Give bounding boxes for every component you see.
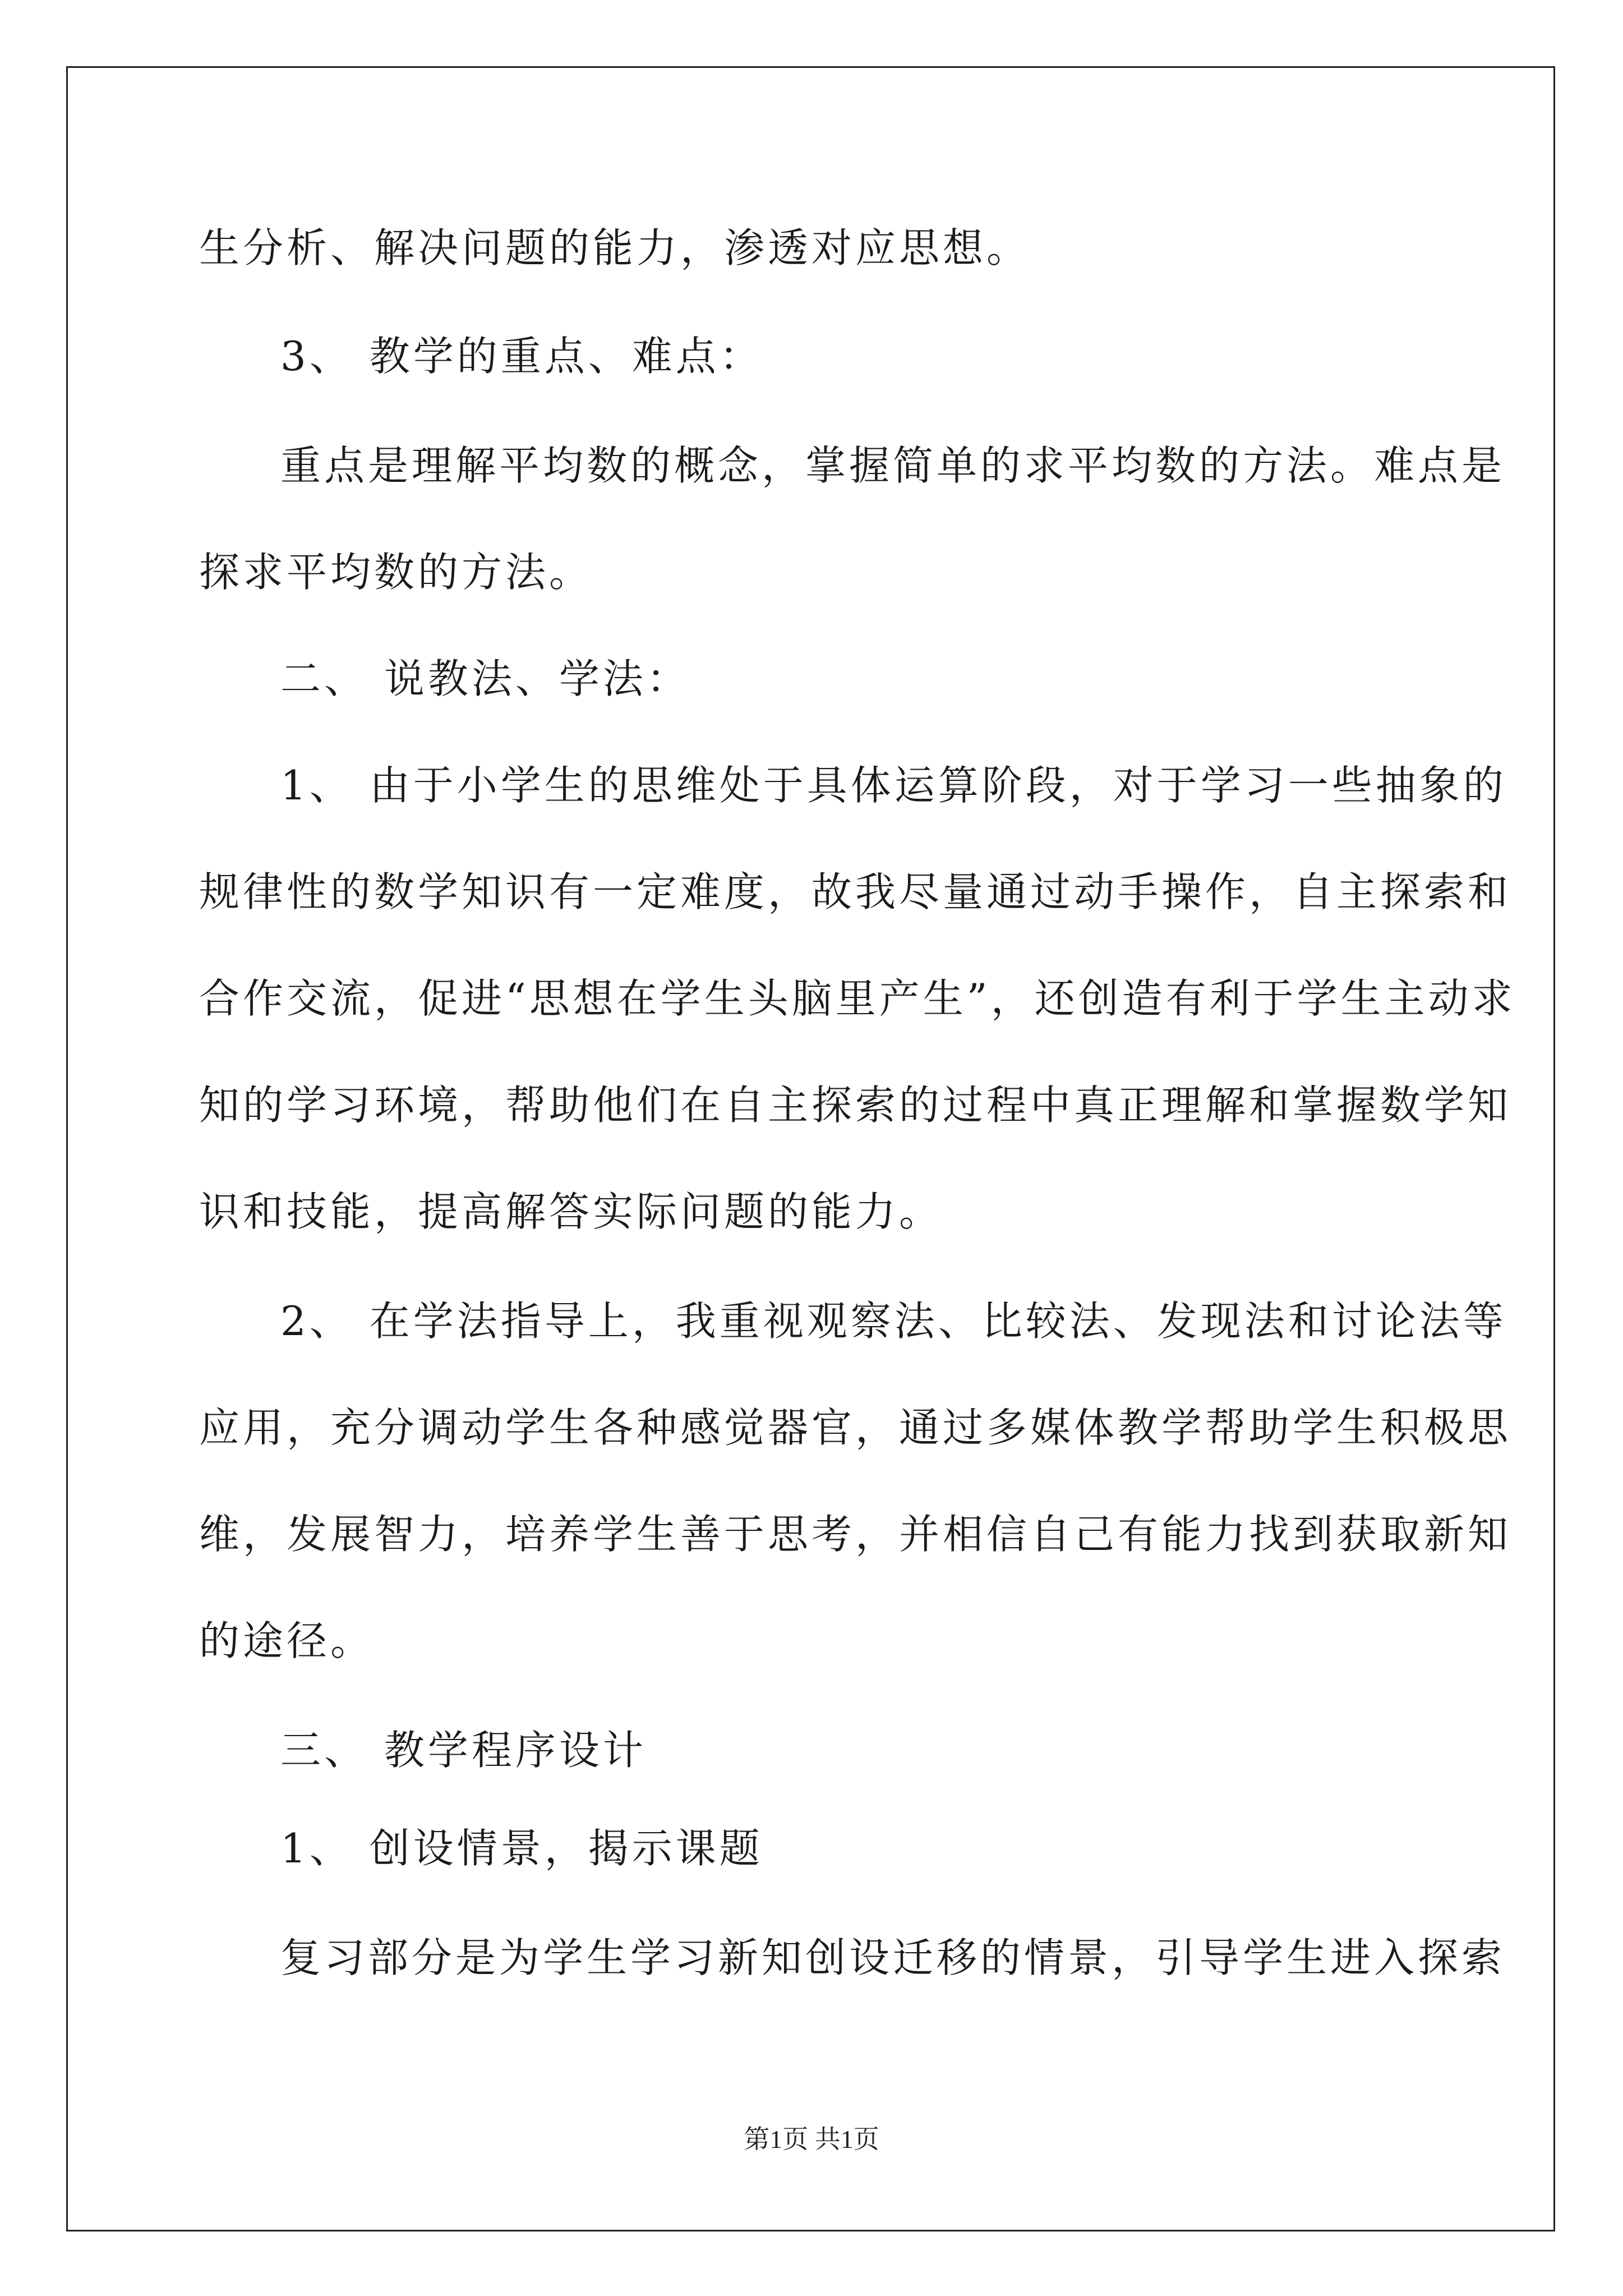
text-line-8: 合作交流，促进“思想在学生头脑里产生”，还创造有利于学生主动求 bbox=[199, 975, 1516, 1022]
text-line-13: 维，发展智力，培养学生善于思考，并相信自己有能力找到获取新知 bbox=[199, 1511, 1512, 1558]
text-line-5: 二、 说教法、学法： bbox=[280, 655, 690, 702]
text-line-11: 2、 在学法指导上，我重视观察法、比较法、发现法和讨论法等 bbox=[280, 1297, 1507, 1345]
text-line-10: 识和技能，提高解答实际问题的能力。 bbox=[199, 1188, 943, 1235]
text-line-2: 3、 教学的重点、难点： bbox=[280, 333, 763, 380]
page-border bbox=[66, 66, 1555, 2231]
text-line-15: 三、 教学程序设计 bbox=[280, 1727, 647, 1774]
text-line-4: 探求平均数的方法。 bbox=[199, 549, 593, 596]
text-line-9: 知的学习环境，帮助他们在自主探索的过程中真正理解和掌握数学知 bbox=[199, 1082, 1512, 1129]
text-line-7: 规律性的数学知识有一定难度，故我尽量通过动手操作，自主探索和 bbox=[199, 868, 1512, 915]
text-line-1: 生分析、解决问题的能力，渗透对应思想。 bbox=[199, 224, 1031, 272]
text-line-12: 应用，充分调动学生各种感觉器官，通过多媒体教学帮助学生积极思 bbox=[199, 1404, 1512, 1451]
text-line-6: 1、 由于小学生的思维处于具体运算阶段，对于学习一些抽象的 bbox=[280, 762, 1507, 809]
text-line-16: 1、 创设情景，揭示课题 bbox=[280, 1825, 763, 1872]
text-line-3: 重点是理解平均数的概念，掌握简单的求平均数的方法。难点是 bbox=[280, 442, 1506, 489]
text-line-17: 复习部分是为学生学习新知创设迁移的情景，引导学生进入探索 bbox=[280, 1934, 1506, 1981]
text-line-14: 的途径。 bbox=[199, 1617, 375, 1664]
page-footer: 第1页 共1页 bbox=[744, 2125, 879, 2154]
